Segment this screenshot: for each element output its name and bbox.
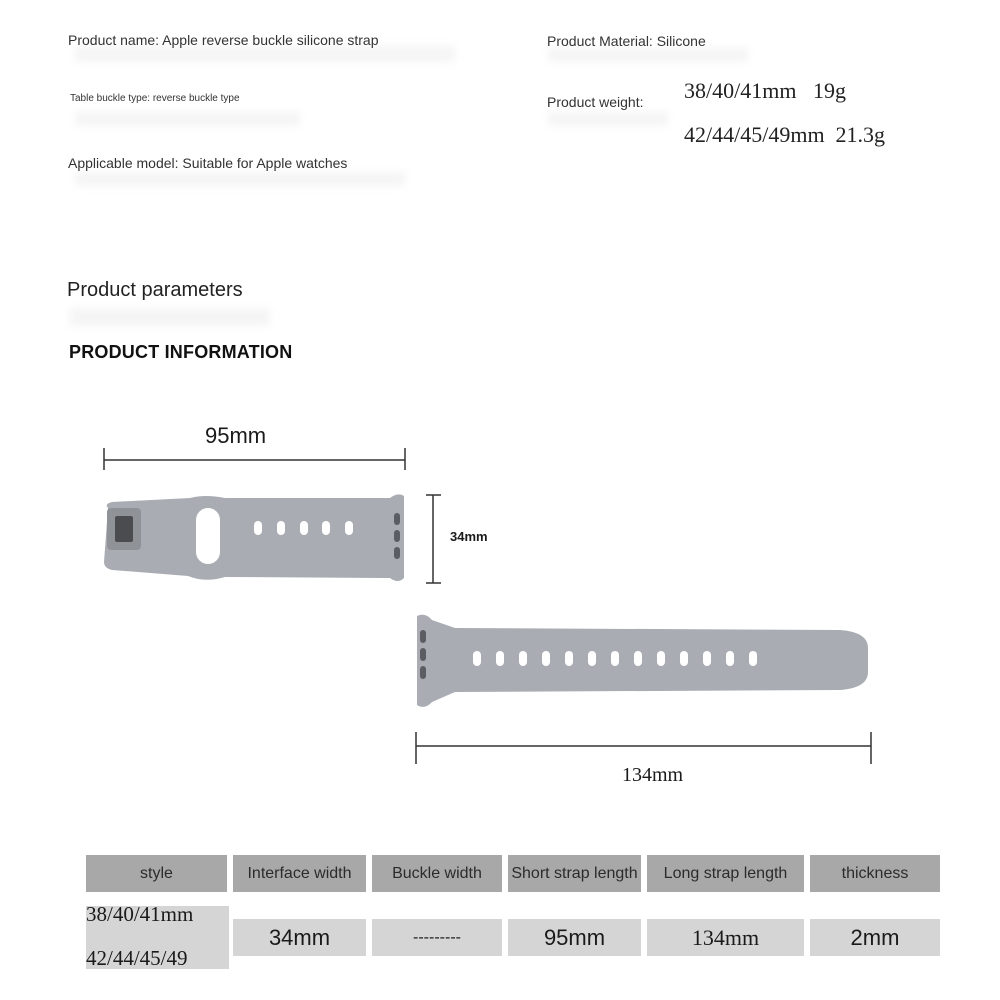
value-long-length: 134mm (647, 919, 804, 956)
weight-small: 38/40/41mm 19g (684, 78, 846, 103)
short-strap (104, 494, 404, 581)
value-short-length: 95mm (508, 919, 641, 956)
header-style: style (86, 855, 227, 892)
product-weight-label: Product weight: (547, 94, 644, 110)
strap-diagram (0, 380, 1000, 800)
value-interface-width: 34mm (233, 919, 366, 956)
buckle-width-label: 34mm (450, 529, 488, 544)
long-length-label: 134mm (622, 764, 684, 786)
header-buckle-width: Buckle width (372, 855, 502, 892)
style-value-large: 42/44/45/49 (86, 946, 188, 970)
buckle-width-dimension (426, 495, 441, 583)
weight-large: 42/44/45/49mm 21.3g (684, 122, 886, 147)
header-thickness: thickness (810, 855, 940, 892)
header-long-length: Long strap length (647, 855, 804, 892)
long-length-dimension (416, 732, 871, 764)
short-length-label: 95mm (205, 423, 267, 448)
section-information: PRODUCT INFORMATION (69, 342, 293, 362)
applicable-model: Applicable model: Suitable for Apple watches (68, 155, 348, 171)
short-length-dimension (104, 448, 405, 470)
header-interface-width: Interface width (233, 855, 366, 892)
long-strap (417, 615, 868, 707)
product-material: Product Material: Silicone (547, 33, 706, 49)
value-buckle-width: --------- (372, 919, 502, 956)
header-short-length: Short strap length (508, 855, 641, 892)
section-parameters: Product parameters (67, 279, 243, 301)
style-value-small: 38/40/41mm (86, 902, 194, 926)
product-name: Product name: Apple reverse buckle silicone strap (68, 32, 379, 48)
buckle-type: Table buckle type: reverse buckle type (70, 93, 240, 104)
value-thickness: 2mm (810, 919, 940, 956)
